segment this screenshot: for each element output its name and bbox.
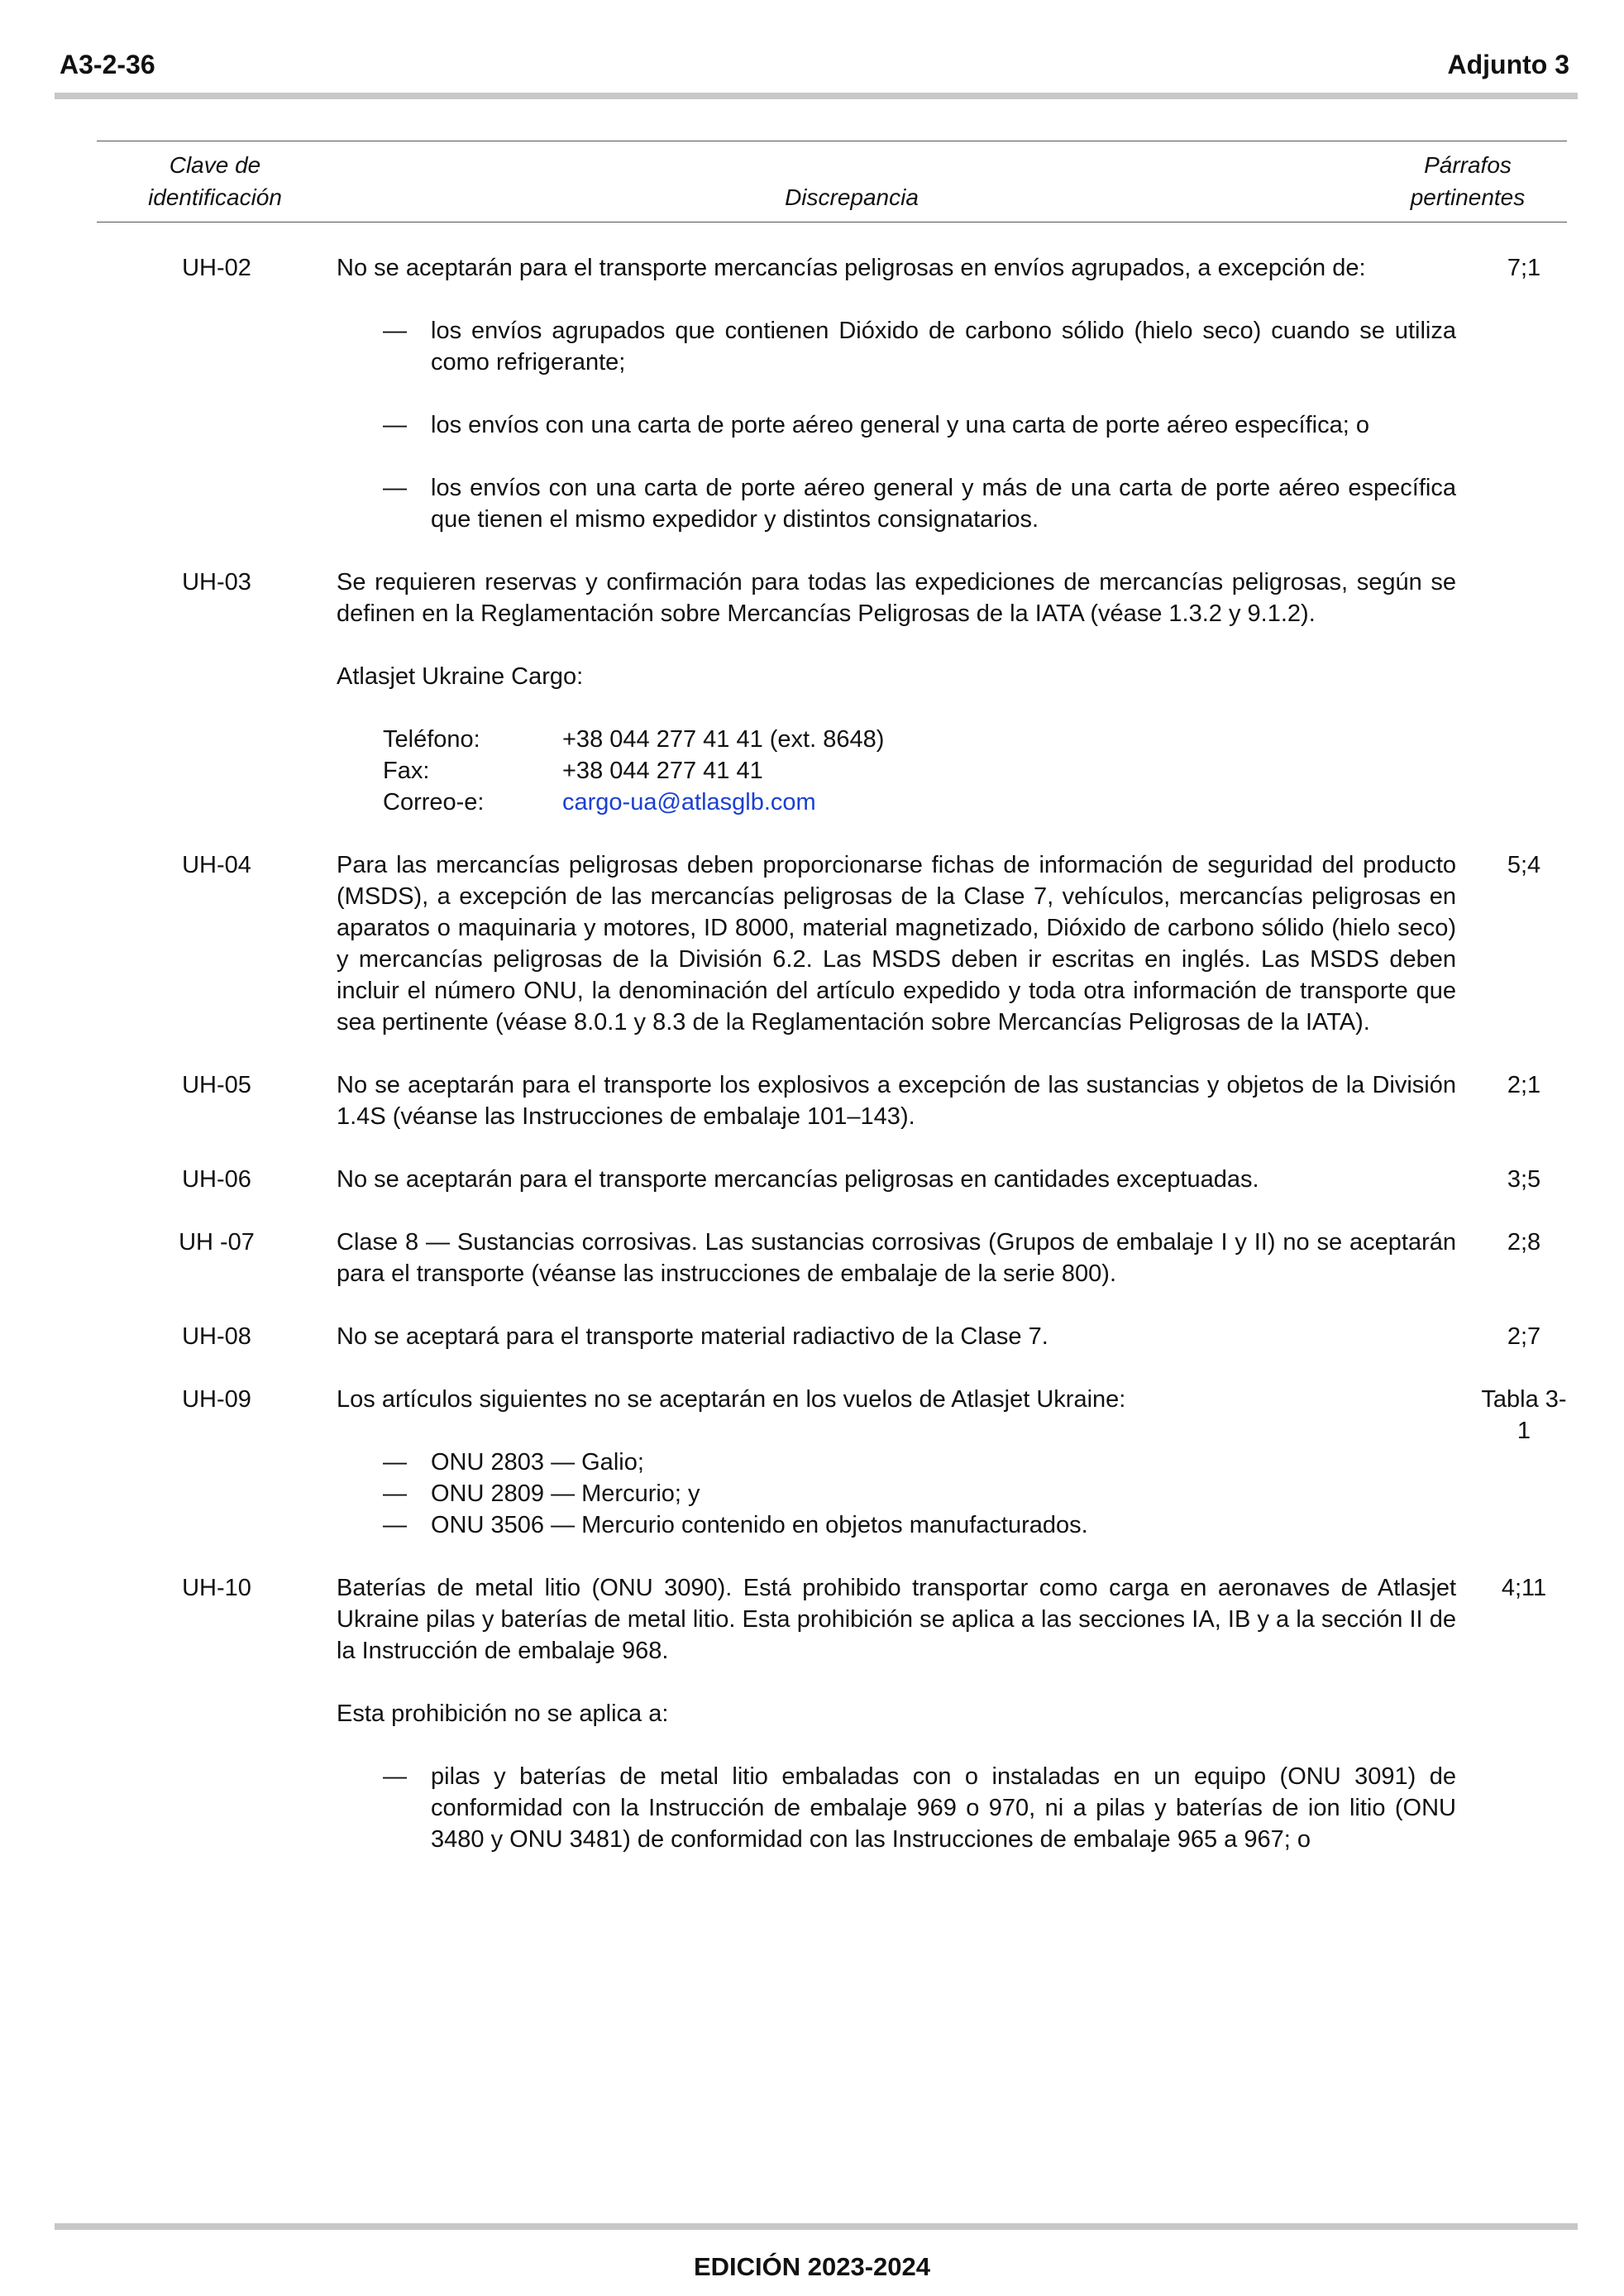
table-row [97,567,1567,818]
dash-bullet: — [383,1480,407,1507]
row-reference: 3;5 [1507,1166,1541,1193]
table-row [97,1321,1567,1352]
row-discrepancy [337,1227,1456,1289]
list-item: — los envíos agrupados que contienen Dióxido de carbono sólido (hielo seco) cuando se utiliza como refrigerante; [337,315,1456,378]
table-row [97,1384,1567,1541]
paragraph: Esta prohibición no se aplica a: [337,1700,669,1727]
paragraph: Atlasjet Ukraine Cargo: [337,663,584,690]
header-rule [55,93,1578,99]
paragraph: No se aceptará para el transporte material radiactivo de la Clase 7. [337,1323,1048,1350]
dash-bullet: — [383,1512,407,1538]
row-reference: 7;1 [1507,255,1541,281]
contact-phone [383,724,1456,755]
bullet-list [337,315,1456,535]
list-item: — ONU 2809 — Mercurio; y [337,1478,1456,1509]
row-discrepancy [337,252,1456,535]
dash-bullet: — [383,475,407,501]
table-row [97,1572,1567,1855]
paragraph: No se aceptarán para el transporte mercancías peligrosas en cantidades exceptuadas. [337,1166,1259,1193]
bullet-list [337,1447,1456,1541]
list-item: — los envíos con una carta de porte aéreo general y una carta de porte aéreo específica; o [337,409,1456,441]
contact-value: +38 044 277 41 41 (ext. 8648) [562,726,885,753]
row-code: UH-09 [182,1386,251,1413]
table-body [97,252,1567,1887]
dash-bullet: — [383,1449,407,1476]
column-header-paragraphs: Párrafos pertinentes [1410,152,1526,210]
row-reference: 2;7 [1507,1323,1541,1350]
row-discrepancy [337,1164,1456,1195]
paragraph: Clase 8 — Sustancias corrosivas. Las sustancias corrosivas (Grupos de embalaje I y II) no se aceptarán para el transporte (véanse las instrucciones de embalaje de la serie 800). [337,1229,1456,1287]
list-item: — los envíos con una carta de porte aéreo general y más de una carta de porte aéreo específica que tienen el mismo expedidor y distintos consignatarios. [337,472,1456,535]
footer-rule [55,2223,1578,2230]
table-row [97,1227,1567,1289]
page-number: A3-2-36 [60,50,155,79]
paragraph: Los artículos siguientes no se aceptarán en los vuelos de Atlasjet Ukraine: [337,1386,1126,1413]
paragraph: Baterías de metal litio (ONU 3090). Está prohibido transportar como carga en aeronaves de Atlasjet Ukraine pilas y baterías de metal litio. Esta prohibición se aplica a las secciones IA, IB y a la sección II de la Instrucción de embalaje 968. [337,1575,1456,1664]
table-row [97,1069,1567,1132]
row-code: UH-05 [182,1072,251,1098]
list-item: — ONU 2803 — Galio; [337,1447,1456,1478]
contact-label: Correo-e: [383,789,485,816]
table-row [97,849,1567,1038]
row-code: UH-06 [182,1166,251,1193]
column-header-discrepancy: Discrepancia [785,184,919,210]
contact-block [383,724,1456,818]
row-code: UH-03 [182,569,251,596]
row-reference: 4;11 [1501,1575,1547,1601]
row-discrepancy [337,1321,1456,1352]
email-link[interactable]: cargo-ua@atlasglb.com [562,789,816,816]
dash-bullet: — [383,318,407,344]
row-code: UH -07 [179,1229,255,1256]
paragraph: No se aceptarán para el transporte los explosivos a excepción de las sustancias y objetos de la División 1.4S (véanse las Instrucciones de embalaje 101–143). [337,1072,1456,1130]
row-code: UH-04 [182,852,251,878]
bullet-list [337,1761,1456,1855]
contact-label: Fax: [383,758,430,784]
contact-value: +38 044 277 41 41 [562,758,763,784]
row-discrepancy [337,1069,1456,1132]
row-discrepancy [337,1572,1456,1855]
row-reference: 2;1 [1507,1072,1541,1098]
paragraph: No se aceptarán para el transporte mercancías peligrosas en envíos agrupados, a excepción de: [337,255,1366,281]
contact-email [383,787,1456,818]
row-discrepancy [337,849,1456,1038]
contact-fax [383,755,1456,787]
row-code: UH-02 [182,255,251,281]
list-item: — ONU 3506 — Mercurio contenido en objetos manufacturados. [337,1509,1456,1541]
row-discrepancy [337,567,1456,818]
table-row [97,1164,1567,1195]
row-reference: Tabla 3-1 [1481,1386,1567,1444]
column-header-key: Clave de identificación [148,152,282,210]
row-reference [1456,567,1567,818]
contact-label: Teléfono: [383,726,480,753]
edition-footer: EDICIÓN 2023-2024 [693,2252,931,2281]
row-discrepancy [337,1384,1456,1541]
row-code: UH-10 [182,1575,251,1601]
list-item: — pilas y baterías de metal litio embaladas con o instaladas en un equipo (ONU 3091) de conformidad con la Instrucción de embalaje 969 o 970, ni a pilas y baterías de ion litio (ONU 3480 y ONU 3481) de conformidad con las Instrucciones de embalaje 965 a 967; o [337,1761,1456,1855]
section-label: Adjunto 3 [1447,50,1569,79]
row-reference: 2;8 [1507,1229,1541,1256]
row-reference: 5;4 [1507,852,1541,878]
row-code: UH-08 [182,1323,251,1350]
dash-bullet: — [383,1763,407,1790]
paragraph: Para las mercancías peligrosas deben proporcionarse fichas de información de seguridad del producto (MSDS), a excepción de las mercancías peligrosas de la Clase 7, vehículos, mercancías peligrosas en aparatos o maquinaria y motores, ID 8000, material magnetizado, Dióxido de carbono sólido (hielo seco) y mercancías peligrosas de la División 6.2. Las MSDS deben ir escritas en inglés. Las MSDS deben incluir el número ONU, la denominación del artículo expedido y toda otra información de transporte que sea pertinente (véase 8.0.1 y 8.3 de la Reglamentación sobre Mercancías Peligrosas de la IATA). [337,852,1456,1036]
table-row [97,252,1567,535]
dash-bullet: — [383,412,407,438]
paragraph: Se requieren reservas y confirmación para todas las expediciones de mercancías peligrosas, según se definen en la Reglamentación sobre Mercancías Peligrosas de la IATA (véase 1.3.2 y 9.1.2). [337,569,1456,627]
